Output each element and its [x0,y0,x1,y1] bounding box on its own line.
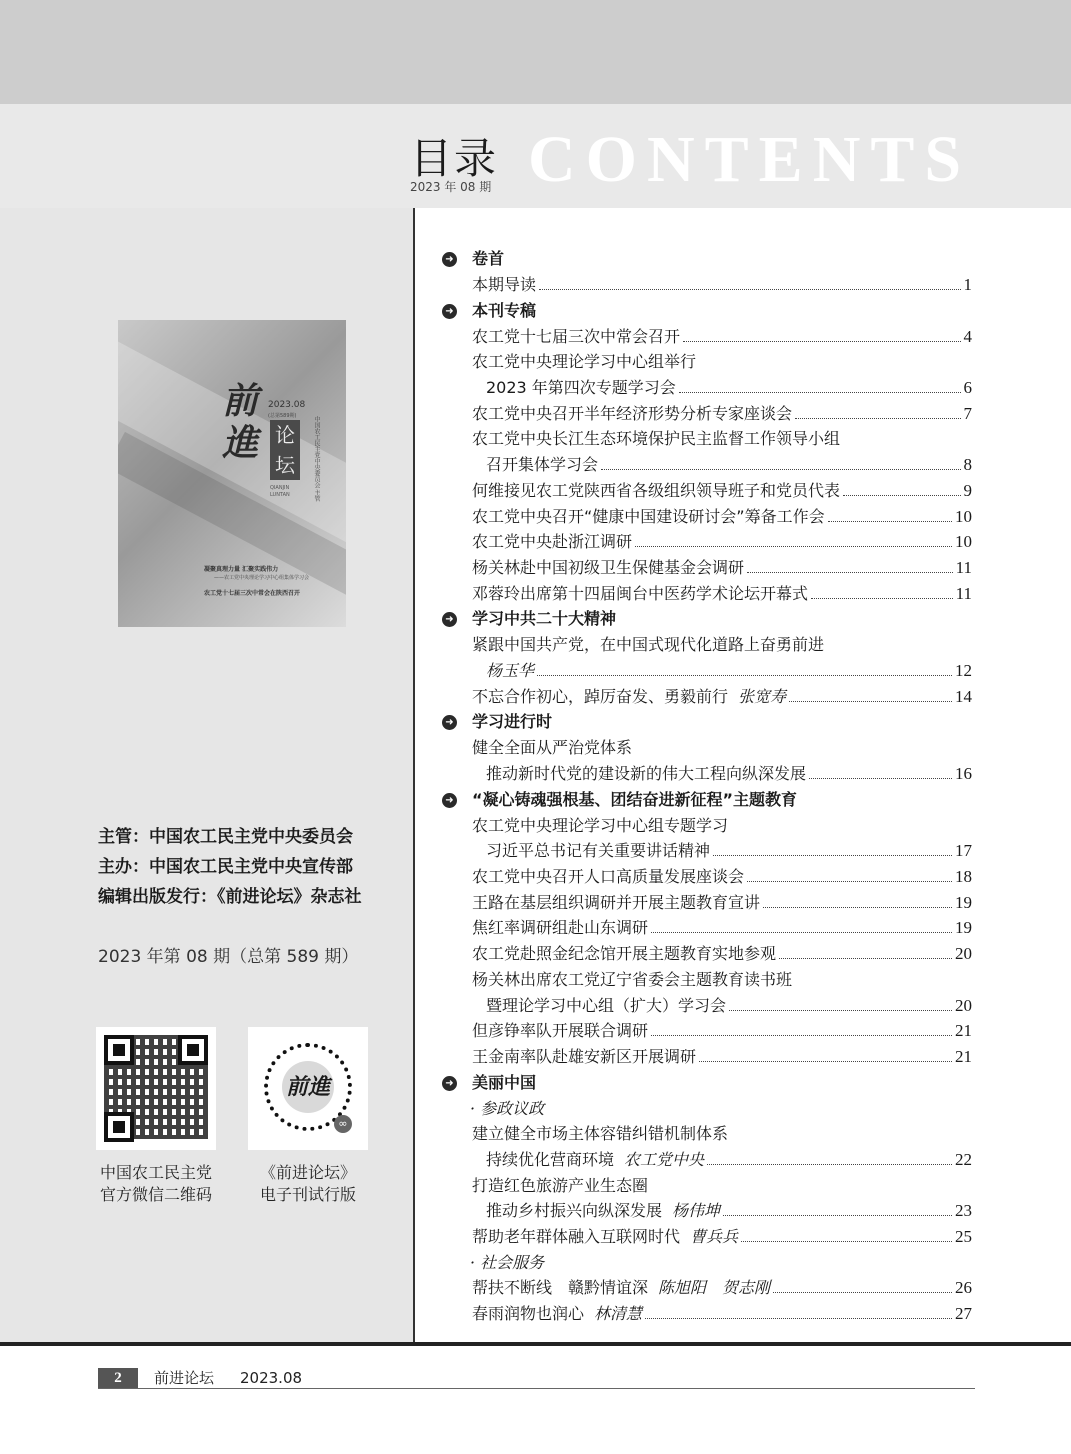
entry-title: 春雨润物也润心 [472,1304,585,1324]
cover-calligraphy: 前進 [222,380,259,464]
toc-entry[interactable] [440,478,972,504]
entry-author: 张宽寿 [738,686,787,706]
top-band [0,0,1071,104]
table-of-contents [440,246,972,1327]
toc-entry[interactable] [440,529,972,555]
qr-finder [104,1035,134,1065]
toc-entry[interactable] [440,452,972,478]
page-number: 19 [955,892,972,912]
mini-program-icon: ∞ [334,1115,352,1133]
leader-dots [828,521,952,522]
cover-subtitle: (总第589期) [268,413,297,419]
footer-page-number: 2 [98,1368,138,1388]
leader-dots [645,1318,952,1319]
leader-dots [539,289,960,290]
toc-entry[interactable] [440,324,972,350]
page-number: 1 [963,275,972,294]
entry-title: 帮助老年群体融入互联网时代 [472,1227,681,1246]
contents-heading: CONTENTS [528,123,972,196]
toc-section [440,246,972,272]
entry-author: 陈旭阳 贺志刚 [658,1278,771,1298]
entry-title: 习近平总书记有关重要讲话精神 [486,841,711,861]
toc-entry[interactable] [440,1018,972,1044]
cover-headline: 凝聚真理力量 汇聚实践伟力 [204,566,279,573]
toc-section [440,709,972,735]
arrow-right-icon: ➜ [442,252,457,267]
leader-dots [779,958,952,959]
entry-title-line: 农工党中央长江生态环境保护民主监督工作领导小组 [472,429,841,449]
entry-title-line: 打造红色旅游产业生态圈 [472,1175,649,1195]
toc-entry[interactable] [440,401,972,427]
page-number: 25 [955,1227,972,1246]
footer-date: 2023.08 [240,1369,303,1387]
page-number: 17 [955,841,972,861]
toc-entry[interactable] [440,658,972,684]
section-title: 本刊专稿 [472,300,537,320]
page-number: 22 [955,1149,972,1169]
leader-dots [707,1164,952,1165]
page-title: 目录 [410,134,499,183]
entry-title: 王金南率队赴雄安新区开展调研 [472,1046,697,1066]
toc-entry[interactable] [440,1301,972,1327]
page-number: 9 [963,480,972,500]
entry-title-line: 农工党中央理论学习中心组举行 [472,352,697,372]
toc-entry[interactable] [440,581,972,607]
entry-title: 暨理论学习中心组（扩大）学习会 [486,995,727,1015]
entry-title: 邓蓉玲出席第十四届闽台中医药学术论坛开幕式 [472,583,809,603]
footer-magazine-title: 前进论坛 [154,1369,215,1387]
arrow-right-icon: ➜ [442,612,457,627]
page-number: 11 [955,557,972,577]
toc-entry[interactable] [440,1275,972,1301]
qr-finder [104,1112,134,1142]
leader-dots [679,392,961,393]
caption-line: 电子刊试行版 [259,1185,356,1204]
leader-dots [729,1010,952,1011]
entry-title: 推动新时代党的建设新的伟大工程向纵深发展 [486,764,807,783]
arrow-right-icon: ➜ [442,715,457,730]
mini-program-code[interactable] [248,1027,368,1150]
entry-title: 帮扶不断线 赣黔情谊深 [472,1278,649,1298]
toc-entry[interactable] [440,993,972,1019]
entry-title: 不忘合作初心，踔厉奋发、勇毅前行 [472,686,729,706]
entry-title: 何维接见农工党陕西省各级组织领导班子和党员代表 [472,480,841,500]
leader-dots [537,675,952,676]
entry-title: 本期导读 [472,275,537,294]
entry-title-line: 农工党中央理论学习中心组专题学习 [472,815,729,835]
toc-entry[interactable] [440,1224,972,1250]
arrow-right-icon: ➜ [442,304,457,319]
vertical-divider [413,208,415,1342]
entry-author: 杨伟坤 [672,1201,721,1221]
entry-title-line: 杨关林出席农工党辽宁省委会主题教育读书班 [472,969,793,989]
subsection-label: · 参政议政 [470,1098,545,1118]
entry-title: 持续优化营商环境 [486,1149,615,1169]
issue-total: 2023 年第 08 期（总第 589 期） [98,947,359,967]
leader-dots [635,546,952,547]
magazine-cover [118,320,346,627]
bottom-rule [0,1342,1071,1346]
section-title: 学习进行时 [472,712,553,732]
leader-dots [747,572,953,573]
cover-issue: 2023.08 [268,400,306,410]
leader-dots [809,778,952,779]
entry-title: 农工党十七届三次中常会召开 [472,326,681,346]
toc-entry[interactable] [440,555,972,581]
page-number: 21 [955,1046,972,1066]
leader-dots [723,1215,952,1216]
entry-title: 但彦铮率队开展联合调研 [472,1021,649,1041]
page-number: 12 [955,660,972,680]
toc-entry[interactable] [440,375,972,401]
entry-title-line: 健全全面从严治党体系 [472,738,633,758]
entry-title: 推动乡村振兴向纵深发展 [486,1201,663,1221]
leader-dots [683,341,960,342]
page-number: 27 [955,1304,972,1324]
wechat-qr-caption [94,1162,218,1206]
toc-section [440,298,972,324]
cover-headline-sub: ——农工党中央理论学习中心组集体学习会 [214,575,310,581]
cover-headline-2: 农工党十七届三次中常会在陕西召开 [204,590,301,597]
entry-author: 曹兵兵 [690,1227,739,1246]
leader-dots [795,418,960,419]
leader-dots [651,1035,952,1036]
toc-entry[interactable] [440,272,972,298]
caption-line: 中国农工民主党 [99,1163,212,1182]
entry-title: 召开集体学习会 [486,455,599,475]
qr-finder [178,1035,208,1065]
caption-line: 官方微信二维码 [99,1185,212,1204]
page-number: 4 [963,326,972,346]
leader-dots [773,1292,952,1293]
entry-title: 王路在基层组织调研并开展主题教育宣讲 [472,892,761,912]
section-title: 学习中共二十大精神 [472,609,617,629]
leader-dots [763,907,952,908]
page-number: 26 [955,1278,972,1298]
entry-title-line: 紧跟中国共产党，在中国式现代化道路上奋勇前进 [472,635,825,655]
leader-dots [601,469,960,470]
arrow-right-icon: ➜ [442,793,457,808]
publisher-text: 编辑出版发行：《前进论坛》杂志社 [98,887,362,907]
section-title: 美丽中国 [472,1072,537,1092]
page-number: 20 [955,995,972,1015]
page-number: 18 [955,867,972,887]
cover-pinyin: QIANJIN LUNTAN [270,485,290,498]
entry-title: 杨关林赴中国初级卫生保健基金会调研 [472,557,745,577]
cover-vertical-text: 中国农工民主党中央委员会 主管 [313,416,320,502]
leader-dots [651,932,952,933]
toc-entry[interactable] [440,838,972,864]
page-number: 23 [955,1201,972,1221]
entry-title: 农工党赴照金纪念馆开展主题教育实地参观 [472,944,777,964]
toc-entry[interactable] [440,1147,972,1173]
page-number: 14 [955,686,972,706]
entry-title: 农工党中央召开“健康中国建设研讨会”筹备工作会 [472,506,825,526]
page-number: 10 [955,532,972,552]
wechat-qr-code[interactable] [96,1027,216,1150]
page-number: 21 [955,1021,972,1041]
leader-dots [741,1241,952,1242]
entry-title: 农工党中央召开人口高质量发展座谈会 [472,867,745,887]
toc-entry[interactable] [440,1044,972,1070]
page-number: 10 [955,506,972,526]
section-title: “凝心铸魂强根基、团结奋进新征程”主题教育 [472,789,798,809]
toc-section [440,606,972,632]
footer-line [98,1388,975,1389]
toc-entry[interactable] [440,941,972,967]
cover-title-box: 论坛 [270,420,300,480]
toc-section [440,787,972,813]
sponsor-text: 主办：中国农工民主党中央宣传部 [98,857,353,877]
toc-entry[interactable] [440,1198,972,1224]
toc-section [440,1070,972,1096]
entry-author: 农工党中央 [624,1149,705,1169]
leader-dots [747,881,952,882]
subsection-label: · 社会服务 [470,1252,545,1272]
issue-label: 2023 年 08 期 [410,180,492,194]
toc-entry[interactable] [440,915,972,941]
toc-entry[interactable] [440,864,972,890]
leader-dots [713,855,952,856]
toc-entry[interactable] [440,504,972,530]
entry-title: 农工党中央赴浙江调研 [472,532,633,552]
ejournal-caption [246,1162,370,1206]
page-number: 7 [963,403,972,423]
entry-title: 焦红率调研组赴山东调研 [472,918,649,938]
page-number: 16 [955,764,972,783]
section-title: 卷首 [472,249,505,268]
mini-code-logo: 前進 [282,1061,334,1113]
page-number: 19 [955,918,972,938]
caption-line: 《前进论坛》 [259,1163,356,1182]
page-number: 20 [955,944,972,964]
toc-entry[interactable] [440,684,972,710]
leader-dots [789,701,952,702]
entry-title: 农工党中央召开半年经济形势分析专家座谈会 [472,403,793,423]
entry-author: 杨玉华 [486,660,535,680]
toc-entry[interactable] [440,761,972,787]
leader-dots [843,495,960,496]
entry-title-line: 建立健全市场主体容错纠错机制体系 [472,1124,729,1144]
entry-title: 2023 年第四次专题学习会 [486,378,676,398]
toc-entry[interactable] [440,890,972,916]
supervisor-text: 主管：中国农工民主党中央委员会 [98,827,353,847]
leader-dots [699,1061,952,1062]
page-number: 8 [963,455,972,475]
leader-dots [811,598,953,599]
arrow-right-icon: ➜ [442,1076,457,1091]
page-number: 11 [955,583,972,603]
entry-author: 林清慧 [594,1304,643,1324]
page-number: 6 [963,378,972,398]
